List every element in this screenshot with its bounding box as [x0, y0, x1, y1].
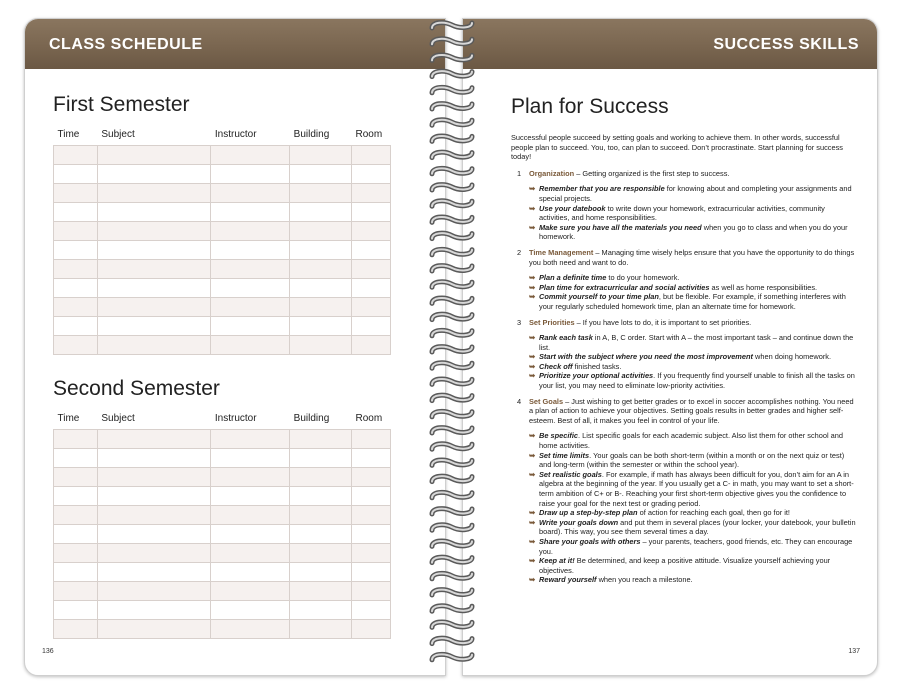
table-cell[interactable]: [97, 165, 211, 184]
arrow-bullet-icon: ➥: [529, 203, 536, 213]
table-cell[interactable]: [97, 620, 211, 639]
table-cell[interactable]: [211, 222, 290, 241]
list-item: [529, 273, 856, 283]
section-heading-text: – Getting organized is the first step to success.: [574, 168, 730, 178]
section-item: [511, 169, 856, 242]
list-item: [529, 222, 856, 242]
list-item: [529, 282, 856, 293]
item-emphasis: Prioritize your optional activities: [539, 371, 654, 381]
table-row: [54, 279, 391, 298]
table-cell[interactable]: [211, 184, 290, 203]
section-number: 2: [517, 247, 522, 257]
col-building: Building: [293, 412, 330, 424]
table-cell[interactable]: [97, 222, 211, 241]
item-text: – your parents, teachers, good friends, etc. They can encourage you.: [539, 536, 853, 556]
table-cell[interactable]: [352, 260, 391, 279]
right-banner: [463, 19, 877, 69]
table-cell[interactable]: [54, 468, 98, 487]
table-cell[interactable]: [290, 582, 352, 601]
bullet-list: [511, 184, 856, 242]
table-cell[interactable]: [290, 525, 352, 544]
list-item: [529, 371, 856, 391]
list-item: [529, 556, 856, 575]
table-cell[interactable]: [352, 241, 391, 260]
table-cell[interactable]: [352, 601, 391, 620]
item-emphasis: Reward yourself: [539, 575, 597, 585]
list-item: [529, 536, 856, 556]
table-row: [54, 582, 391, 601]
section-heading: [529, 397, 856, 426]
table-cell[interactable]: [290, 146, 352, 165]
table-cell[interactable]: [290, 203, 352, 222]
item-emphasis: Plan time for extracurricular and social activities: [539, 282, 710, 292]
col-instructor: Instructor: [214, 412, 257, 424]
section-item: [511, 248, 856, 312]
section-heading: [529, 318, 856, 328]
table-cell[interactable]: [54, 241, 98, 260]
list-item: [529, 431, 856, 451]
item-emphasis: Commit yourself to your time plan: [539, 292, 659, 302]
table-cell[interactable]: [211, 582, 290, 601]
bullet-list: [511, 333, 856, 391]
table-row: [54, 184, 391, 203]
first-semester-table: [53, 127, 391, 355]
table-cell[interactable]: [54, 487, 98, 506]
table-cell[interactable]: [211, 468, 290, 487]
table-cell[interactable]: [54, 222, 98, 241]
table-cell[interactable]: [54, 184, 98, 203]
table-row: [54, 165, 391, 184]
left-banner-title: CLASS SCHEDULE: [49, 36, 203, 53]
arrow-bullet-icon: ➥: [529, 222, 536, 232]
table-row: [54, 241, 391, 260]
item-text: when you reach a milestone.: [596, 575, 693, 585]
table-cell[interactable]: [290, 430, 352, 449]
list-item: [529, 508, 856, 518]
list-item: [529, 575, 856, 585]
intro-paragraph: Successful people succeed by setting goals and working to achieve them. In other words, successful people plan to succeed. You, too, can plan to succeed. Don’t procrastinate. Start planning for success today!: [511, 133, 843, 162]
table-row: [54, 317, 391, 336]
list-item: [529, 361, 856, 372]
list-item: [529, 469, 856, 508]
table-cell[interactable]: [352, 487, 391, 506]
table-cell[interactable]: [290, 601, 352, 620]
item-text: Be determined, and keep a positive attitude. Visualize yourself achieving your objectives.: [539, 556, 831, 575]
table-cell[interactable]: [211, 506, 290, 525]
table-cell[interactable]: [97, 298, 211, 317]
table-cell[interactable]: [211, 336, 290, 355]
table-cell[interactable]: [211, 146, 290, 165]
section-heading: [529, 169, 856, 179]
section-item: [511, 397, 856, 585]
table-cell[interactable]: [290, 222, 352, 241]
col-subject: Subject: [101, 128, 135, 140]
table-cell[interactable]: [211, 620, 290, 639]
right-page-number: 137: [848, 648, 860, 655]
item-text: for knowing about and completing your assignments and special projects.: [539, 184, 852, 203]
section-number: 1: [517, 168, 522, 178]
table-cell[interactable]: [211, 487, 290, 506]
item-emphasis: Make sure you have all the materials you need: [539, 222, 702, 232]
table-cell[interactable]: [54, 146, 98, 165]
table-cell[interactable]: [352, 563, 391, 582]
arrow-bullet-icon: ➥: [529, 184, 536, 194]
table-cell[interactable]: [211, 241, 290, 260]
table-cell[interactable]: [211, 317, 290, 336]
table-cell[interactable]: [211, 203, 290, 222]
table-cell[interactable]: [54, 165, 98, 184]
arrow-bullet-icon: ➥: [529, 575, 536, 585]
table-cell[interactable]: [97, 544, 211, 563]
list-item: [529, 292, 856, 311]
section-heading-text: – If you have lots to do, it is important to set priorities.: [574, 317, 752, 327]
table-cell[interactable]: [290, 336, 352, 355]
bullet-list: [511, 273, 856, 311]
table-row: [54, 336, 391, 355]
item-text: finished tasks.: [572, 361, 622, 371]
table-cell[interactable]: [97, 336, 211, 355]
table-cell[interactable]: [352, 165, 391, 184]
table-row: [54, 544, 391, 563]
table-cell[interactable]: [352, 544, 391, 563]
table-header-row: [54, 127, 391, 146]
arrow-bullet-icon: ➥: [529, 352, 536, 362]
item-text: , but be flexible. For example, if something interferes with your regularly scheduled homework time, plan an alternate time for homework.: [539, 292, 846, 311]
table-cell[interactable]: [97, 506, 211, 525]
table-cell[interactable]: [290, 165, 352, 184]
table-header-row: [54, 411, 391, 430]
table-cell[interactable]: [97, 430, 211, 449]
item-text: when you go to class and when you do your homework.: [539, 222, 848, 242]
table-cell[interactable]: [352, 525, 391, 544]
table-cell[interactable]: [290, 279, 352, 298]
table-cell[interactable]: [290, 620, 352, 639]
table-row: [54, 563, 391, 582]
col-subject: Subject: [101, 412, 135, 424]
section-item: [511, 318, 856, 391]
table-cell[interactable]: [54, 525, 98, 544]
table-cell[interactable]: [97, 601, 211, 620]
table-row: [54, 487, 391, 506]
section-heading-text: – Managing time wisely helps ensure that you have the opportunity to do things you both need and want to do.: [529, 247, 855, 267]
second-semester-table: [53, 411, 391, 639]
table-row: [54, 203, 391, 222]
table-cell[interactable]: [97, 203, 211, 222]
table-cell[interactable]: [54, 506, 98, 525]
item-emphasis: Share your goals with others: [539, 536, 641, 546]
section-heading-text: – Just wishing to get better grades or to excel in soccer accomplishes nothing. You need a plan of action to achieve your objectives. Setting goals results in better grades and higher self-esteem. Best of all, it makes you feel in control of your life.: [529, 396, 854, 425]
arrow-bullet-icon: ➥: [529, 556, 536, 566]
table-cell[interactable]: [97, 563, 211, 582]
arrow-bullet-icon: ➥: [529, 508, 536, 518]
arrow-bullet-icon: ➥: [529, 536, 536, 546]
list-item: [529, 184, 856, 203]
item-emphasis: Rank each task: [539, 333, 593, 343]
table-cell[interactable]: [97, 487, 211, 506]
table-cell[interactable]: [290, 468, 352, 487]
list-item: [529, 352, 856, 362]
arrow-bullet-icon: ➥: [529, 333, 536, 343]
table-row: [54, 298, 391, 317]
table-cell[interactable]: [352, 279, 391, 298]
item-text: in A, B, C order. Start with A – the most important task – and continue down the list.: [539, 333, 854, 352]
table-row: [54, 620, 391, 639]
arrow-bullet-icon: ➥: [529, 282, 536, 292]
sections-list: [511, 169, 856, 585]
page-title: Plan for Success: [511, 95, 669, 118]
item-emphasis: Plan a definite time: [539, 273, 607, 283]
spiral-binding: [424, 18, 480, 674]
table-cell[interactable]: [54, 260, 98, 279]
item-text: . If you frequently find yourself unable to finish all the tasks on your list, you may need to eliminate low-priority activities.: [539, 371, 855, 391]
col-room: Room: [355, 412, 383, 424]
item-emphasis: Set time limits: [539, 450, 590, 460]
article-body: [511, 133, 856, 591]
arrow-bullet-icon: ➥: [529, 273, 536, 283]
arrow-bullet-icon: ➥: [529, 292, 536, 302]
arrow-bullet-icon: ➥: [529, 431, 536, 441]
table-cell[interactable]: [352, 620, 391, 639]
table-cell[interactable]: [97, 317, 211, 336]
table-cell[interactable]: [211, 525, 290, 544]
item-text: when doing homework.: [752, 352, 832, 362]
item-text: to do your homework.: [606, 273, 680, 283]
arrow-bullet-icon: ➥: [529, 469, 536, 479]
table-cell[interactable]: [54, 620, 98, 639]
table-cell[interactable]: [54, 430, 98, 449]
list-item: [529, 203, 856, 223]
table-cell[interactable]: [352, 582, 391, 601]
item-text: . List specific goals for each academic subject. Also list them for other school and home activities.: [539, 431, 843, 451]
section-number: 4: [517, 396, 522, 406]
table-cell[interactable]: [352, 506, 391, 525]
col-room: Room: [355, 128, 383, 140]
item-text: as well as home responsibilities.: [709, 282, 818, 292]
table-cell[interactable]: [211, 279, 290, 298]
table-row: [54, 525, 391, 544]
table-row: [54, 430, 391, 449]
table-cell[interactable]: [211, 165, 290, 184]
table-cell[interactable]: [290, 317, 352, 336]
item-text: and put them in several places (your locker, your datebook, your bulletin board). This way, you see them several times a day.: [539, 517, 856, 537]
table-cell[interactable]: [97, 449, 211, 468]
table-row: [54, 222, 391, 241]
section-heading-label: Set Goals: [529, 396, 564, 406]
first-semester-rows: [54, 146, 391, 355]
right-page: [462, 18, 878, 676]
table-cell[interactable]: [290, 506, 352, 525]
item-text: . Your goals can be both short-term (within a month or on the next quiz or test) and long-term (within the semester or within the school year).: [539, 450, 845, 470]
table-cell[interactable]: [352, 298, 391, 317]
item-emphasis: Start with the subject where you need the most improvement: [539, 352, 753, 362]
item-emphasis: Write your goals down: [539, 517, 619, 527]
table-row: [54, 449, 391, 468]
right-banner-title: SUCCESS SKILLS: [713, 36, 859, 53]
item-emphasis: Use your datebook: [539, 203, 606, 213]
table-cell[interactable]: [352, 430, 391, 449]
col-time: Time: [57, 412, 80, 424]
table-cell[interactable]: [211, 563, 290, 582]
table-cell[interactable]: [97, 184, 211, 203]
table-cell[interactable]: [54, 601, 98, 620]
table-cell[interactable]: [54, 317, 98, 336]
table-cell[interactable]: [97, 279, 211, 298]
table-cell[interactable]: [54, 279, 98, 298]
item-emphasis: Remember that you are responsible: [539, 184, 665, 194]
table-cell[interactable]: [97, 582, 211, 601]
table-cell[interactable]: [290, 449, 352, 468]
table-row: [54, 601, 391, 620]
table-cell[interactable]: [211, 260, 290, 279]
table-row: [54, 506, 391, 525]
section-heading-label: Organization: [529, 168, 575, 178]
table-cell[interactable]: [97, 241, 211, 260]
table-cell[interactable]: [352, 184, 391, 203]
table-cell[interactable]: [211, 430, 290, 449]
table-cell[interactable]: [54, 582, 98, 601]
left-page-number: 136: [42, 648, 54, 655]
list-item: [529, 450, 856, 470]
col-building: Building: [293, 128, 330, 140]
arrow-bullet-icon: ➥: [529, 517, 536, 527]
col-instructor: Instructor: [214, 128, 257, 140]
table-cell[interactable]: [352, 222, 391, 241]
item-emphasis: Be specific: [539, 431, 579, 441]
section-heading-label: Time Management: [529, 247, 594, 257]
item-emphasis: Keep at it!: [539, 556, 575, 566]
table-cell[interactable]: [97, 468, 211, 487]
table-cell[interactable]: [54, 203, 98, 222]
spiral-loops: [432, 23, 472, 660]
section-heading-label: Set Priorities: [529, 317, 575, 327]
bullet-list: [511, 431, 856, 585]
col-time: Time: [57, 128, 80, 140]
first-semester-title: First Semester: [53, 93, 190, 116]
table-cell[interactable]: [54, 336, 98, 355]
table-cell[interactable]: [97, 260, 211, 279]
item-text: . For example, if math has always been difficult for you, don’t aim for an A in algebra at the beginning of the year. If you usually get a C- in math, you may want to set a short-term ambition of C+ or B-. Reaching your first short-term objective gives you the confidence to raise your goal for the next test or grading period.: [539, 469, 854, 508]
table-cell[interactable]: [97, 146, 211, 165]
table-cell[interactable]: [211, 544, 290, 563]
left-page: [24, 18, 446, 676]
table-cell[interactable]: [352, 317, 391, 336]
table-cell[interactable]: [54, 544, 98, 563]
list-item: [529, 517, 856, 537]
table-row: [54, 260, 391, 279]
table-cell[interactable]: [290, 487, 352, 506]
table-cell[interactable]: [290, 544, 352, 563]
table-cell[interactable]: [54, 298, 98, 317]
table-cell[interactable]: [290, 563, 352, 582]
table-cell[interactable]: [352, 203, 391, 222]
item-text: to write down your homework, extracurricular activities, community activities, and home responsibilities.: [539, 203, 825, 223]
section-heading: [529, 248, 856, 267]
arrow-bullet-icon: ➥: [529, 450, 536, 460]
table-cell[interactable]: [211, 298, 290, 317]
section-number: 3: [517, 317, 522, 327]
item-text: of action for reaching each goal, then go for it!: [637, 508, 790, 518]
table-cell[interactable]: [352, 336, 391, 355]
table-cell[interactable]: [54, 563, 98, 582]
table-cell[interactable]: [290, 298, 352, 317]
table-cell[interactable]: [211, 601, 290, 620]
table-cell[interactable]: [211, 449, 290, 468]
item-emphasis: Check off: [539, 361, 573, 371]
table-cell[interactable]: [290, 184, 352, 203]
table-cell[interactable]: [54, 449, 98, 468]
table-cell[interactable]: [290, 241, 352, 260]
table-cell[interactable]: [352, 146, 391, 165]
table-row: [54, 468, 391, 487]
item-emphasis: Set realistic goals: [539, 469, 602, 479]
table-row: [54, 146, 391, 165]
left-banner: [25, 19, 445, 69]
table-cell[interactable]: [290, 260, 352, 279]
table-cell[interactable]: [352, 449, 391, 468]
table-cell[interactable]: [97, 525, 211, 544]
arrow-bullet-icon: ➥: [529, 361, 536, 371]
list-item: [529, 333, 856, 352]
arrow-bullet-icon: ➥: [529, 371, 536, 381]
second-semester-rows: [54, 430, 391, 639]
second-semester-title: Second Semester: [53, 377, 220, 400]
item-emphasis: Draw up a step-by-step plan: [539, 508, 638, 518]
table-cell[interactable]: [352, 468, 391, 487]
